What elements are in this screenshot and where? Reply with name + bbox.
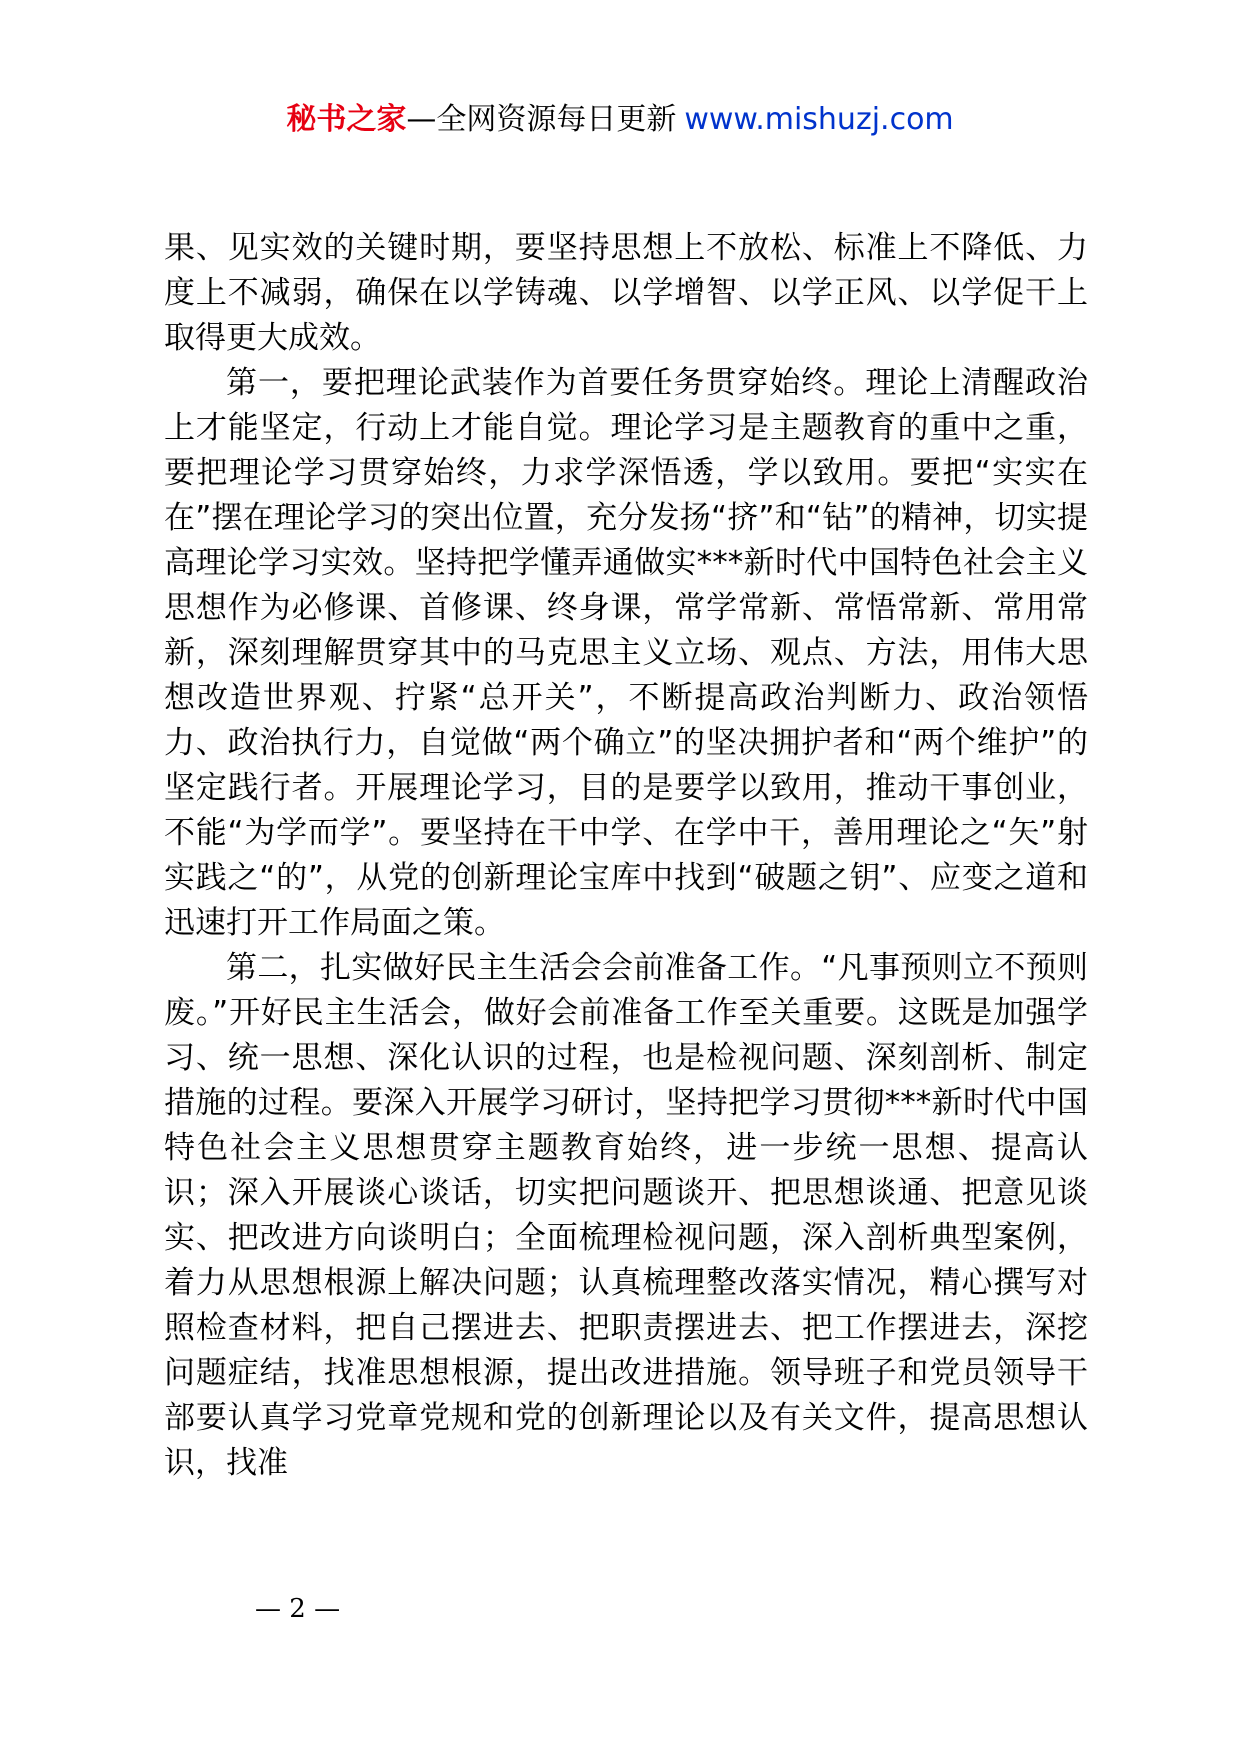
site-header-banner: [0, 100, 1240, 140]
header-slogan: 全网资源每日更新: [436, 102, 677, 137]
paragraph-point-two: 第二，扎实做好民主生活会会前准备工作。“凡事预则立不预则废。”开好民主生活会，做好会前准备工作至关重要。这既是加强学习、统一思想、深化认识的过程，也是检视问题、深刻剖析、制定措施的过程。要深入开展学习研讨，坚持把学习贯彻***新时代中国特色社会主义思想贯穿主题教育始终，进一步统一思想、提高认识；深入开展谈心谈话，切实把问题谈开、把思想谈通、把意见谈实、把改进方向谈明白；全面梳理检视问题，深入剖析典型案例，着力从思想根源上解决问题；认真梳理整改落实情况，精心撰写对照检查材料，把自己摆进去、把职责摆进去、把工作摆进去，深挖问题症结，找准思想根源，提出改进措施。领导班子和党员领导干部要认真学习党章党规和党的创新理论以及有关文件，提高思想认识，找准: [164, 950, 1088, 1481]
site-brand-name: 秘书之家: [286, 102, 407, 137]
page-number: — 2 —: [255, 1594, 341, 1624]
paragraph-point-one: 第一，要把理论武装作为首要任务贯穿始终。理论上清醒政治上才能坚定，行动上才能自觉。理论学习是主题教育的重中之重，要把理论学习贯穿始终，力求学深悟透，学以致用。要把“实实在在”摆在理论学习的突出位置，充分发扬“挤”和“钻”的精神，切实提高理论学习实效。坚持把学懂弄通做实***新时代中国特色社会主义思想作为必修课、首修课、终身课，常学常新、常悟常新、常用常新，深刻理解贯穿其中的马克思主义立场、观点、方法，用伟大思想改造世界观、拧紧“总开关”，不断提高政治判断力、政治领悟力、政治执行力，自觉做“两个确立”的坚决拥护者和“两个维护”的坚定践行者。开展理论学习，目的是要学以致用，推动干事创业，不能“为学而学”。要坚持在干中学、在学中干，善用理论之“矢”射实践之“的”，从党的创新理论宝库中找到“破题之钥”、应变之道和迅速打开工作局面之策。: [164, 365, 1088, 941]
paragraph-continuation: 果、见实效的关键时期，要坚持思想上不放松、标准上不降低、力度上不减弱，确保在以学铸魂、以学增智、以学正风、以学促干上取得更大成效。: [164, 230, 1088, 356]
header-separator: —: [406, 102, 437, 137]
document-body: [164, 226, 1088, 1486]
site-url-link[interactable]: www.mishuzj.com: [684, 102, 954, 137]
